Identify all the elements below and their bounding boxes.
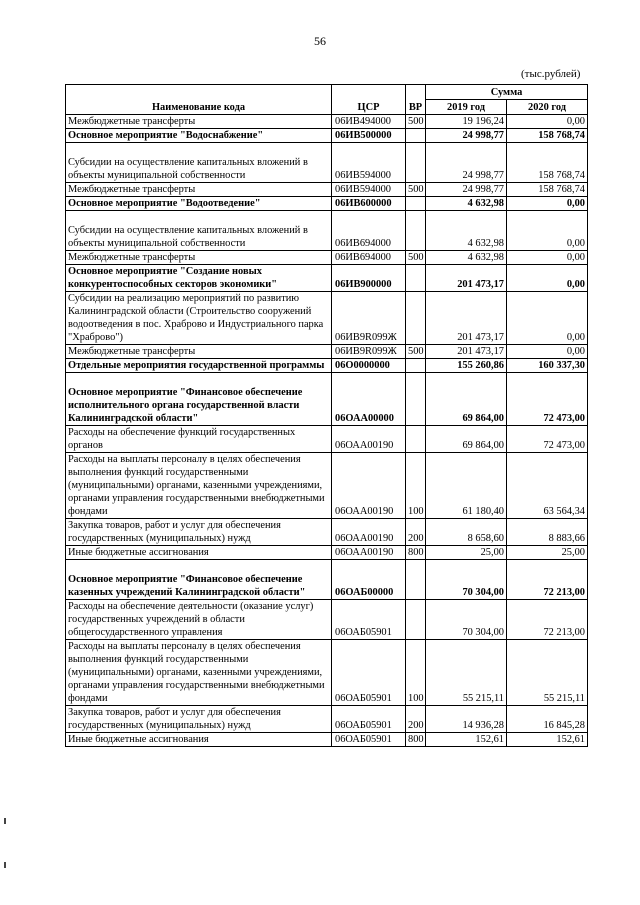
table-row bbox=[66, 373, 588, 426]
header-name: Наименование кода bbox=[66, 85, 332, 115]
cell-csr: 06ОАБ05901 bbox=[332, 640, 406, 706]
cell-csr: 06ИВ600000 bbox=[332, 197, 406, 211]
cell-csr: 06ИВ900000 bbox=[332, 265, 406, 292]
cell-csr: 06ОАА00190 bbox=[332, 453, 406, 519]
cell-csr: 06ОАБ05901 bbox=[332, 733, 406, 747]
cell-2020: 72 213,00 bbox=[507, 560, 588, 600]
cell-name: Межбюджетные трансферты bbox=[66, 183, 332, 197]
cell-2019: 152,61 bbox=[426, 733, 507, 747]
cell-vr bbox=[406, 197, 426, 211]
cell-vr: 500 bbox=[406, 115, 426, 129]
cell-vr: 100 bbox=[406, 640, 426, 706]
cell-2019: 24 998,77 bbox=[426, 143, 507, 183]
cell-2019: 155 260,86 bbox=[426, 359, 507, 373]
cell-2019: 4 632,98 bbox=[426, 211, 507, 251]
cell-csr: 06ОАА00190 bbox=[332, 519, 406, 546]
table-row bbox=[66, 345, 588, 359]
cell-2020: 0,00 bbox=[507, 211, 588, 251]
cell-vr: 500 bbox=[406, 251, 426, 265]
cell-vr: 100 bbox=[406, 453, 426, 519]
cell-2019: 70 304,00 bbox=[426, 600, 507, 640]
cell-csr: 06ИВ500000 bbox=[332, 129, 406, 143]
cell-name bbox=[66, 143, 332, 183]
cell-name: Закупка товаров, работ и услуг для обеспечения государственных (муниципальных) нужд bbox=[66, 706, 332, 733]
cell-name: Расходы на выплаты персоналу в целях обеспечения выполнения функций государственными (муниципальными) органами, казенными учреждениями, органами управления государственными внебюджетными фондами bbox=[66, 453, 332, 519]
table-row bbox=[66, 600, 588, 640]
cell-csr: 06ИВ594000 bbox=[332, 143, 406, 183]
cell-2020: 0,00 bbox=[507, 292, 588, 345]
header-csr: ЦСР bbox=[332, 85, 406, 115]
table-row bbox=[66, 115, 588, 129]
cell-2019: 55 215,11 bbox=[426, 640, 507, 706]
cell-name: Расходы на обеспечение функций государственных органов bbox=[66, 426, 332, 453]
scan-edge-mark bbox=[4, 818, 6, 824]
cell-vr: 200 bbox=[406, 706, 426, 733]
cell-csr: 06ИВ594000 bbox=[332, 183, 406, 197]
cell-csr: 06ОАА00190 bbox=[332, 426, 406, 453]
cell-2019: 24 998,77 bbox=[426, 183, 507, 197]
table-row bbox=[66, 733, 588, 747]
cell-vr bbox=[406, 560, 426, 600]
cell-vr bbox=[406, 600, 426, 640]
cell-2019: 14 936,28 bbox=[426, 706, 507, 733]
table-row bbox=[66, 197, 588, 211]
cell-name: Иные бюджетные ассигнования bbox=[66, 733, 332, 747]
cell-name: Межбюджетные трансферты bbox=[66, 115, 332, 129]
table-row bbox=[66, 426, 588, 453]
table-row bbox=[66, 706, 588, 733]
cell-2020: 158 768,74 bbox=[507, 129, 588, 143]
header-sum: Сумма bbox=[426, 85, 588, 100]
cell-name: Расходы на выплаты персоналу в целях обеспечения выполнения функций государственными (муниципальными) органами, казенными учреждениями, органами управления государственными внебюджетными фондами bbox=[66, 640, 332, 706]
cell-name-text: Субсидии на осуществление капитальных вложений в объекты муниципальной собственности bbox=[68, 157, 308, 181]
cell-2019: 24 998,77 bbox=[426, 129, 507, 143]
cell-csr: 06ОАА00190 bbox=[332, 546, 406, 560]
cell-vr: 500 bbox=[406, 345, 426, 359]
cell-name bbox=[66, 211, 332, 251]
cell-name: Основное мероприятие "Создание новых конкурентоспособных секторов экономики" bbox=[66, 265, 332, 292]
cell-2019: 61 180,40 bbox=[426, 453, 507, 519]
table-row bbox=[66, 560, 588, 600]
cell-csr: 06ИВ9R099Ж bbox=[332, 292, 406, 345]
cell-2019: 201 473,17 bbox=[426, 292, 507, 345]
cell-2020: 0,00 bbox=[507, 265, 588, 292]
cell-csr: 06ОАБ05901 bbox=[332, 706, 406, 733]
cell-csr: 06ИВ694000 bbox=[332, 211, 406, 251]
cell-2019: 25,00 bbox=[426, 546, 507, 560]
cell-2020: 16 845,28 bbox=[507, 706, 588, 733]
cell-csr: 06О0000000 bbox=[332, 359, 406, 373]
cell-2019: 69 864,00 bbox=[426, 426, 507, 453]
cell-name bbox=[66, 560, 332, 600]
cell-vr bbox=[406, 373, 426, 426]
table-row bbox=[66, 292, 588, 345]
cell-name-text: Основное мероприятие "Финансовое обеспечение казенных учреждений Калининградской области" bbox=[68, 574, 306, 598]
table-row bbox=[66, 129, 588, 143]
cell-2020: 72 213,00 bbox=[507, 600, 588, 640]
cell-2020: 55 215,11 bbox=[507, 640, 588, 706]
header-2019: 2019 год bbox=[426, 100, 507, 115]
cell-2020: 158 768,74 bbox=[507, 183, 588, 197]
cell-vr: 500 bbox=[406, 183, 426, 197]
cell-name: Основное мероприятие "Водоснабжение" bbox=[66, 129, 332, 143]
cell-name: Закупка товаров, работ и услуг для обеспечения государственных (муниципальных) нужд bbox=[66, 519, 332, 546]
cell-2020: 72 473,00 bbox=[507, 426, 588, 453]
cell-2020: 158 768,74 bbox=[507, 143, 588, 183]
table-row bbox=[66, 143, 588, 183]
cell-csr: 06ОАБ00000 bbox=[332, 560, 406, 600]
table-row bbox=[66, 453, 588, 519]
cell-2020: 152,61 bbox=[507, 733, 588, 747]
scan-edge-mark bbox=[4, 862, 6, 868]
table-row bbox=[66, 640, 588, 706]
cell-2020: 72 473,00 bbox=[507, 373, 588, 426]
header-2020: 2020 год bbox=[507, 100, 588, 115]
cell-2020: 8 883,66 bbox=[507, 519, 588, 546]
table-body bbox=[66, 115, 588, 747]
table-row bbox=[66, 211, 588, 251]
cell-csr: 06ИВ9R099Ж bbox=[332, 345, 406, 359]
cell-csr: 06ИВ694000 bbox=[332, 251, 406, 265]
cell-2020: 0,00 bbox=[507, 197, 588, 211]
cell-vr bbox=[406, 143, 426, 183]
cell-name: Расходы на обеспечение деятельности (оказание услуг) государственных учреждений в области общегосударственного управления bbox=[66, 600, 332, 640]
cell-vr bbox=[406, 292, 426, 345]
header-vr: ВР bbox=[406, 85, 426, 115]
cell-name: Отдельные мероприятия государственной программы bbox=[66, 359, 332, 373]
table-row bbox=[66, 359, 588, 373]
cell-2020: 160 337,30 bbox=[507, 359, 588, 373]
cell-name-text: Субсидии на осуществление капитальных вложений в объекты муниципальной собственности bbox=[68, 225, 308, 249]
cell-2020: 0,00 bbox=[507, 115, 588, 129]
table-row bbox=[66, 265, 588, 292]
unit-label: (тыс.рублей) bbox=[521, 68, 581, 80]
cell-2020: 0,00 bbox=[507, 345, 588, 359]
table-row bbox=[66, 546, 588, 560]
cell-name: Основное мероприятие "Водоотведение" bbox=[66, 197, 332, 211]
budget-table bbox=[65, 84, 588, 747]
cell-2019: 70 304,00 bbox=[426, 560, 507, 600]
cell-2020: 63 564,34 bbox=[507, 453, 588, 519]
cell-vr: 200 bbox=[406, 519, 426, 546]
cell-2019: 201 473,17 bbox=[426, 265, 507, 292]
cell-2019: 201 473,17 bbox=[426, 345, 507, 359]
cell-2020: 25,00 bbox=[507, 546, 588, 560]
cell-2019: 69 864,00 bbox=[426, 373, 507, 426]
cell-name-text: Основное мероприятие "Финансовое обеспечение исполнительного органа государственной власти Калининградской области" bbox=[68, 387, 303, 424]
table-row bbox=[66, 251, 588, 265]
cell-csr: 06ОАА00000 bbox=[332, 373, 406, 426]
table-row bbox=[66, 183, 588, 197]
page-number: 56 bbox=[314, 34, 326, 48]
cell-name bbox=[66, 373, 332, 426]
cell-2019: 4 632,98 bbox=[426, 251, 507, 265]
cell-vr bbox=[406, 426, 426, 453]
cell-vr: 800 bbox=[406, 546, 426, 560]
cell-2019: 19 196,24 bbox=[426, 115, 507, 129]
cell-vr bbox=[406, 211, 426, 251]
cell-2019: 8 658,60 bbox=[426, 519, 507, 546]
cell-name: Межбюджетные трансферты bbox=[66, 251, 332, 265]
cell-name: Межбюджетные трансферты bbox=[66, 345, 332, 359]
cell-vr bbox=[406, 359, 426, 373]
cell-csr: 06ОАБ05901 bbox=[332, 600, 406, 640]
cell-vr bbox=[406, 129, 426, 143]
cell-name: Иные бюджетные ассигнования bbox=[66, 546, 332, 560]
cell-2020: 0,00 bbox=[507, 251, 588, 265]
cell-csr: 06ИВ494000 bbox=[332, 115, 406, 129]
cell-2019: 4 632,98 bbox=[426, 197, 507, 211]
cell-vr bbox=[406, 265, 426, 292]
cell-vr: 800 bbox=[406, 733, 426, 747]
table-row bbox=[66, 519, 588, 546]
cell-name: Субсидии на реализацию мероприятий по развитию Калининградской области (Строительство сооружений водоотведения в пос. Храброво и Индустриального парка "Храброво") bbox=[66, 292, 332, 345]
